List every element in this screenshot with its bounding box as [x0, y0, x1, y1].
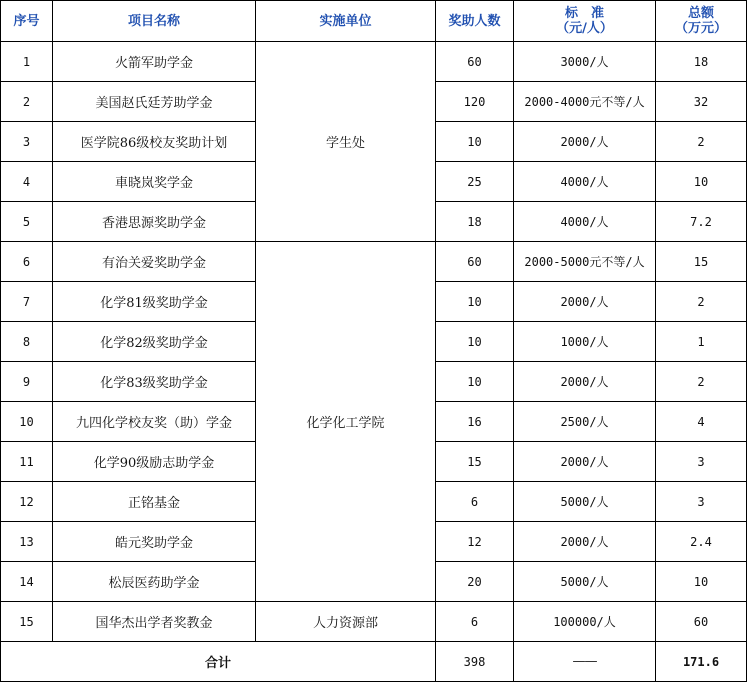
header-total — [656, 1, 747, 42]
row-total: 3 — [656, 442, 747, 482]
row-standard: 2000/人 — [514, 442, 656, 482]
row-seq: 8 — [1, 322, 53, 362]
row-standard: 2000-4000元不等/人 — [514, 82, 656, 122]
row-standard: 1000/人 — [514, 322, 656, 362]
row-seq: 12 — [1, 482, 53, 522]
row-total: 60 — [656, 602, 747, 642]
table-row — [1, 242, 747, 282]
summary-standard: —— — [514, 642, 656, 682]
row-seq: 3 — [1, 122, 53, 162]
row-name: 国华杰出学者奖教金 — [53, 602, 256, 642]
row-seq: 14 — [1, 562, 53, 602]
row-total: 18 — [656, 42, 747, 82]
row-count: 6 — [436, 482, 514, 522]
row-count: 60 — [436, 242, 514, 282]
row-total: 2 — [656, 362, 747, 402]
row-name: 美国赵氏廷芳助学金 — [53, 82, 256, 122]
header-standard-line1: 标 准 — [564, 6, 604, 21]
row-seq: 9 — [1, 362, 53, 402]
row-count: 10 — [436, 282, 514, 322]
row-name: 化学83级奖助学金 — [53, 362, 256, 402]
row-count: 10 — [436, 362, 514, 402]
row-standard: 2000/人 — [514, 522, 656, 562]
row-seq: 13 — [1, 522, 53, 562]
row-count: 16 — [436, 402, 514, 442]
row-seq: 15 — [1, 602, 53, 642]
row-total: 10 — [656, 162, 747, 202]
header-standard — [514, 1, 656, 42]
row-standard: 4000/人 — [514, 202, 656, 242]
row-count: 60 — [436, 42, 514, 82]
row-name: 香港思源奖助学金 — [53, 202, 256, 242]
row-count: 18 — [436, 202, 514, 242]
row-seq: 4 — [1, 162, 53, 202]
row-standard: 100000/人 — [514, 602, 656, 642]
row-seq: 5 — [1, 202, 53, 242]
row-name: 正铭基金 — [53, 482, 256, 522]
row-count: 10 — [436, 122, 514, 162]
row-count: 25 — [436, 162, 514, 202]
row-count: 12 — [436, 522, 514, 562]
row-name: 医学院86级校友奖助计划 — [53, 122, 256, 162]
row-count: 6 — [436, 602, 514, 642]
header-seq: 序号 — [1, 1, 53, 42]
row-standard: 3000/人 — [514, 42, 656, 82]
row-count: 10 — [436, 322, 514, 362]
row-total: 2 — [656, 122, 747, 162]
row-seq: 11 — [1, 442, 53, 482]
row-total: 15 — [656, 242, 747, 282]
row-count: 20 — [436, 562, 514, 602]
summary-total: 171.6 — [656, 642, 747, 682]
row-standard: 4000/人 — [514, 162, 656, 202]
row-total: 4 — [656, 402, 747, 442]
row-seq: 2 — [1, 82, 53, 122]
row-count: 15 — [436, 442, 514, 482]
row-seq: 1 — [1, 42, 53, 82]
header-total-line2: （万元） — [674, 21, 727, 36]
row-seq: 6 — [1, 242, 53, 282]
row-name: 化学81级奖助学金 — [53, 282, 256, 322]
table-row — [1, 602, 747, 642]
row-standard: 2000/人 — [514, 362, 656, 402]
header-standard-line2: （元/人） — [556, 21, 613, 36]
row-total: 10 — [656, 562, 747, 602]
header-name: 项目名称 — [53, 1, 256, 42]
row-standard: 5000/人 — [514, 482, 656, 522]
header-unit: 实施单位 — [256, 1, 436, 42]
header-total-line1: 总额 — [687, 6, 714, 21]
header-row — [1, 1, 747, 42]
row-name: 化学82级奖助学金 — [53, 322, 256, 362]
row-standard: 2500/人 — [514, 402, 656, 442]
summary-row — [1, 642, 747, 682]
row-standard: 2000-5000元不等/人 — [514, 242, 656, 282]
summary-count: 398 — [436, 642, 514, 682]
row-total: 2.4 — [656, 522, 747, 562]
row-name: 有治关爱奖助学金 — [53, 242, 256, 282]
summary-label: 合计 — [1, 642, 436, 682]
row-name: 皓元奖助学金 — [53, 522, 256, 562]
row-standard: 5000/人 — [514, 562, 656, 602]
row-standard: 2000/人 — [514, 282, 656, 322]
row-total: 7.2 — [656, 202, 747, 242]
unit-chemistry: 化学化工学院 — [256, 242, 436, 602]
row-standard: 2000/人 — [514, 122, 656, 162]
row-name: 火箭军助学金 — [53, 42, 256, 82]
row-seq: 10 — [1, 402, 53, 442]
unit-hr: 人力资源部 — [256, 602, 436, 642]
row-total: 1 — [656, 322, 747, 362]
row-name: 化学90级励志助学金 — [53, 442, 256, 482]
row-seq: 7 — [1, 282, 53, 322]
row-name: 九四化学校友奖（助）学金 — [53, 402, 256, 442]
row-name: 車晓岚奖学金 — [53, 162, 256, 202]
row-total: 32 — [656, 82, 747, 122]
table-row — [1, 42, 747, 82]
row-total: 3 — [656, 482, 747, 522]
header-count: 奖助人数 — [436, 1, 514, 42]
unit-student-affairs: 学生处 — [256, 42, 436, 242]
row-count: 120 — [436, 82, 514, 122]
row-total: 2 — [656, 282, 747, 322]
row-name: 松辰医药助学金 — [53, 562, 256, 602]
